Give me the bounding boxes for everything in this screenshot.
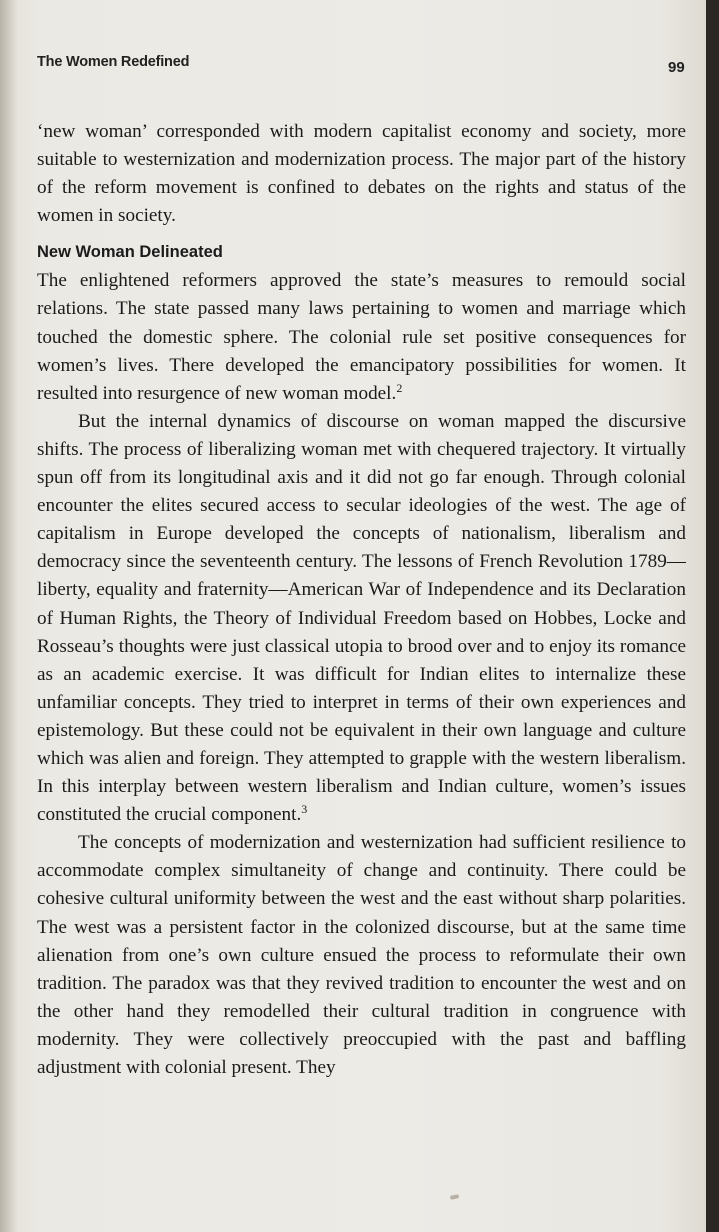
paragraph-text: But the internal dynamics of discourse on woman mapped the discursive shifts. The process of liberalizing woman met with chequered trajectory. It virtually spun off from its longitudinal axis and it did not go far enough. Through colonial encounter the elites secured access to secular ideologies of the west. The age of capitalism in Europe developed the concepts of nationalism, liberalism and democracy since the seventeenth century. The lessons of French Revolution 1789—liberty, equality and fraternity—American War of Independence and its Declaration of Human Rights, the Theory of Individual Freedom based on Hobbes, Locke and Rosseau’s thoughts were just classical utopia to brood over and to enjoy its romance as an academic exercise. It was difficult for Indian elites to internalize these unfamiliar concepts. They tried to interpret in terms of their own experiences and epistemology. But these could not be equivalent in their own language and culture which was alien and foreign. They attempted to grapple with the western liberalism. In this interplay between western liberalism and Indian culture, women’s issues constituted the crucial component. xyxy=(37,410,686,826)
book-edge xyxy=(706,0,719,1232)
running-head: The Women Redefined xyxy=(37,54,190,70)
paragraph-dynamics xyxy=(37,408,686,829)
footnote-ref: 2 xyxy=(396,380,403,395)
footnote-ref: 3 xyxy=(301,802,308,817)
paper-speck xyxy=(450,1194,460,1200)
paragraph-continued: ‘new woman’ corresponded with modern capitalist economy and society, more suitable to westernization and modernization process. The major part of the history of the reform movement is confined to debates on the rights and status of the women in society. xyxy=(37,121,686,227)
paragraph-text: The enlightened reformers approved the state’s measures to remould social relations. The state passed many laws pertaining to women and marriage which touched the domestic sphere. The colonial rule set positive consequences for women’s lives. There developed the emancipatory possibilities for women. It resulted into resurgence of new woman model. xyxy=(37,270,686,404)
body-text xyxy=(37,118,686,1082)
paragraph-modernization: The concepts of modernization and westernization had sufficient resilience to accommodate complex simultaneity of change and continuity. There could be cohesive cultural uniformity between the west and the east without sharp polarities. The west was a persistent factor in the colonized discourse, but at the same time alienation from one’s own culture ensued the process to reformulate their own tradition. The paradox was that they revived tradition to encounter the west and on the other hand they remodelled their cultural tradition in congruence with modernity. They were collectively preoccupied with the past and baffling adjustment with colonial present. They xyxy=(37,832,686,1078)
section-heading: New Woman Delineated xyxy=(37,243,223,262)
paragraph-reformers xyxy=(37,267,686,407)
spine-shadow xyxy=(0,0,18,1232)
page-number: 99 xyxy=(668,59,685,76)
